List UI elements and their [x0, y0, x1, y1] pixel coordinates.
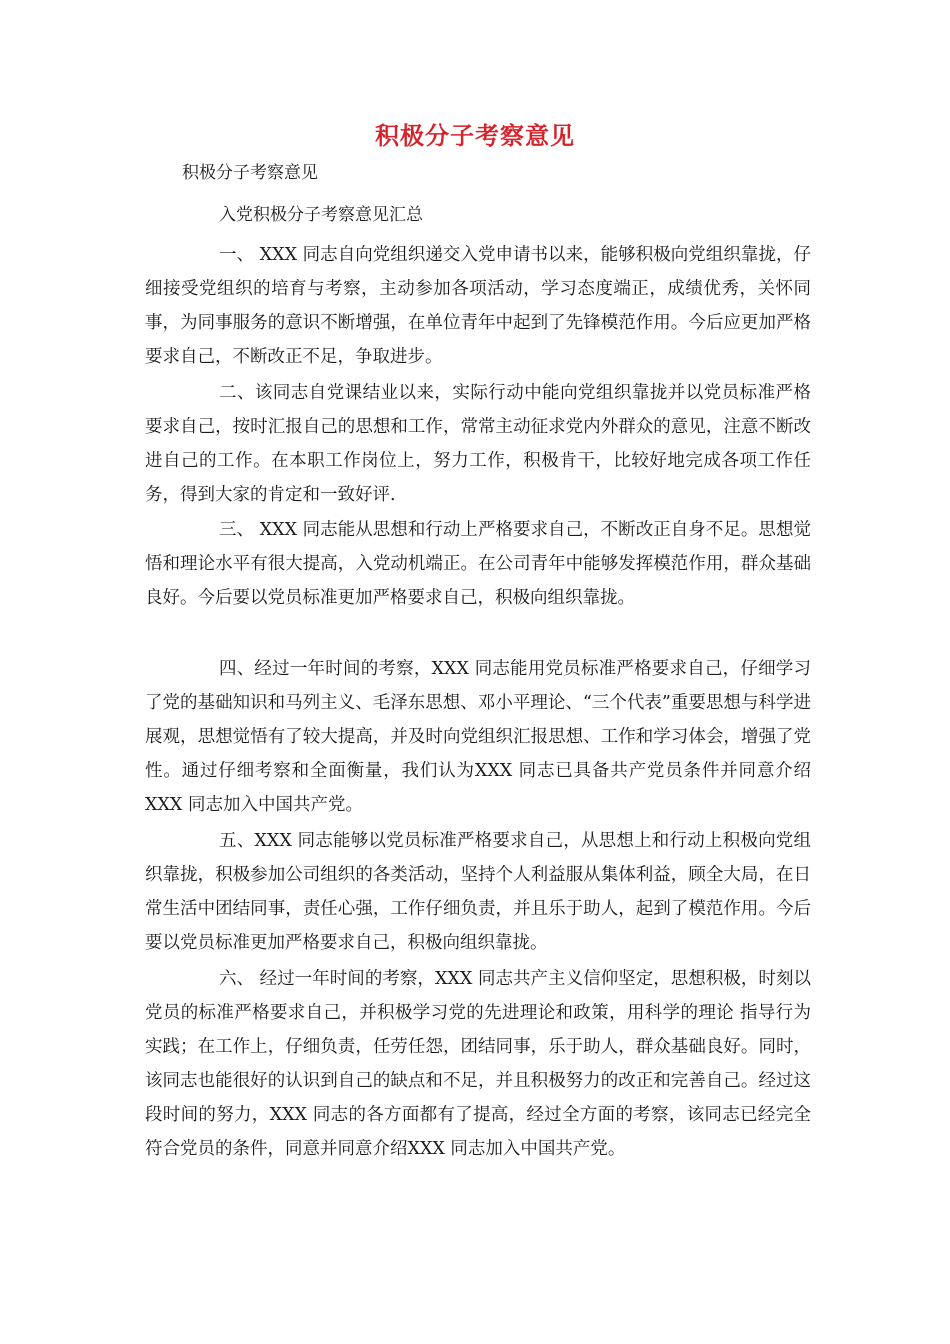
- document-subtitle: 积极分子考察意见: [182, 163, 318, 183]
- document-title: 积极分子考察意见: [375, 121, 575, 150]
- paragraph-6: 六、 经过一年时间的考察，XXX 同志共产主义信仰坚定，思想积极，时刻以党员的标准严格要求自己，并积极学习党的先进理论和政策，用科学的理论 指导行为实践；在工作上，仔细负责，任劳任怨，团结同事，乐于助人，群众基础良好。同时，该同志也能很好的认识到自己的缺点和不足，并且积极努力的改正和完善自己。经过这段时间的努力，XXX 同志的各方面都有了提高，经过全方面的考察，该同志已经完全符合党员的条件，同意并同意介绍XXX 同志加入中国共产党。: [145, 969, 811, 1159]
- section-heading: 入党积极分子考察意见汇总: [219, 205, 423, 225]
- paragraph-1: 一、 XXX 同志自向党组织递交入党申请书以来，能够积极向党组织靠拢，仔细接受党组织的培育与考察，主动参加各项活动，学习态度端正，成绩优秀，关怀同事，为同事服务的意识不断增强，在单位青年中起到了先锋模范作用。今后应更加严格要求自己，不断改正不足，争取进步。: [145, 245, 811, 367]
- paragraph-2: 二、该同志自党课结业以来，实际行动中能向党组织靠拢并以党员标准严格要求自己，按时汇报自己的思想和工作，常常主动征求党内外群众的意见，注意不断改进自己的工作。在本职工作岗位上，努力工作，积极肯干，比较好地完成各项工作任务，得到大家的肯定和一致好评.: [145, 383, 811, 505]
- paragraph-5: 五、XXX 同志能够以党员标准严格要求自己，从思想上和行动上积极向党组织靠拢，积极参加公司组织的各类活动，坚持个人利益服从集体利益，顾全大局，在日常生活中团结同事，责任心强，工作仔细负责，并且乐于助人，起到了模范作用。今后要以党员标准更加严格要求自己，积极向组织靠拢。: [145, 831, 811, 953]
- paragraph-4: 四、经过一年时间的考察，XXX 同志能用党员标准严格要求自己，仔细学习了党的基础知识和马列主义、毛泽东思想、邓小平理论、“三个代表”重要思想与科学进展观，思想觉悟有了较大提高，并及时向党组织汇报思想、工作和学习体会，增强了党性。通过仔细考察和全面衡量，我们认为XXX 同志已具备共产党员条件并同意介绍XXX 同志加入中国共产党。: [145, 659, 811, 815]
- paragraph-3: 三、 XXX 同志能从思想和行动上严格要求自己，不断改正自身不足。思想觉悟和理论水平有很大提高，入党动机端正。在公司青年中能够发挥模范作用，群众基础良好。今后要以党员标准更加严格要求自己，积极向组织靠拢。: [145, 520, 811, 608]
